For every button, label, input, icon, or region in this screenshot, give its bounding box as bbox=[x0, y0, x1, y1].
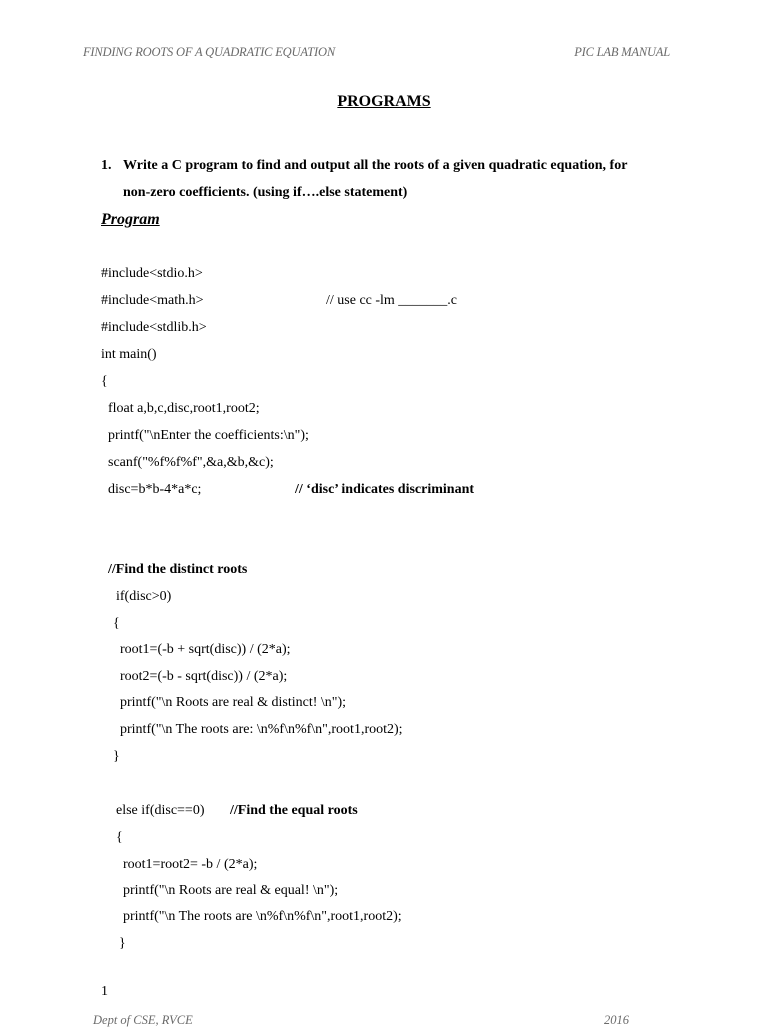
code-comment: // ‘disc’ indicates discriminant bbox=[295, 482, 475, 497]
code-section-comment: //Find the distinct roots bbox=[108, 562, 248, 577]
code-line: root1=(-b + sqrt(disc)) / (2*a); bbox=[120, 642, 291, 657]
page-title: PROGRAMS bbox=[337, 93, 431, 110]
code-line: float a,b,c,disc,root1,root2; bbox=[108, 401, 260, 416]
page-number: 1 bbox=[101, 984, 108, 999]
code-line: root1=root2= -b / (2*a); bbox=[123, 857, 258, 872]
running-header-manual: PIC LAB MANUAL bbox=[574, 45, 670, 59]
code-line: printf("\n The roots are \n%f\n%f\n",root1,root2); bbox=[123, 909, 402, 924]
code-line: printf("\n Roots are real & equal! \n"); bbox=[123, 883, 339, 898]
code-line: printf("\n Roots are real & distinct! \n"); bbox=[120, 695, 347, 710]
code-line: scanf("%f%f%f",&a,&b,&c); bbox=[108, 455, 274, 470]
code-line: else if(disc==0) bbox=[116, 803, 205, 818]
code-line: { bbox=[116, 830, 123, 845]
code-line: } bbox=[119, 936, 126, 951]
code-line: int main() bbox=[101, 347, 157, 362]
code-section-comment: //Find the equal roots bbox=[230, 803, 358, 818]
code-line: #include<stdlib.h> bbox=[101, 320, 207, 335]
code-line: printf("\n The roots are: \n%f\n%f\n",root1,root2); bbox=[120, 722, 403, 737]
question-text-line2: non-zero coefficients. (using if….else statement) bbox=[123, 185, 408, 200]
running-header-title: FINDING ROOTS OF A QUADRATIC EQUATION bbox=[83, 45, 335, 59]
code-line: if(disc>0) bbox=[116, 589, 172, 604]
code-comment: // use cc -lm _______.c bbox=[326, 293, 458, 308]
code-line: { bbox=[101, 374, 108, 389]
code-line: printf("\nEnter the coefficients:\n"); bbox=[108, 428, 309, 443]
question-text-line1: Write a C program to find and output all the roots of a given quadratic equation, for bbox=[123, 158, 628, 173]
footer-department: Dept of CSE, RVCE bbox=[93, 1013, 193, 1027]
code-line: root2=(-b - sqrt(disc)) / (2*a); bbox=[120, 669, 288, 684]
code-line: disc=b*b-4*a*c; bbox=[108, 482, 202, 497]
code-line: } bbox=[113, 749, 120, 764]
footer-year: 2016 bbox=[604, 1013, 629, 1027]
code-line: #include<stdio.h> bbox=[101, 266, 203, 281]
code-line: { bbox=[113, 616, 120, 631]
code-line: #include<math.h> bbox=[101, 293, 204, 308]
question-number: 1. bbox=[101, 158, 112, 173]
program-label: Program bbox=[101, 211, 160, 228]
